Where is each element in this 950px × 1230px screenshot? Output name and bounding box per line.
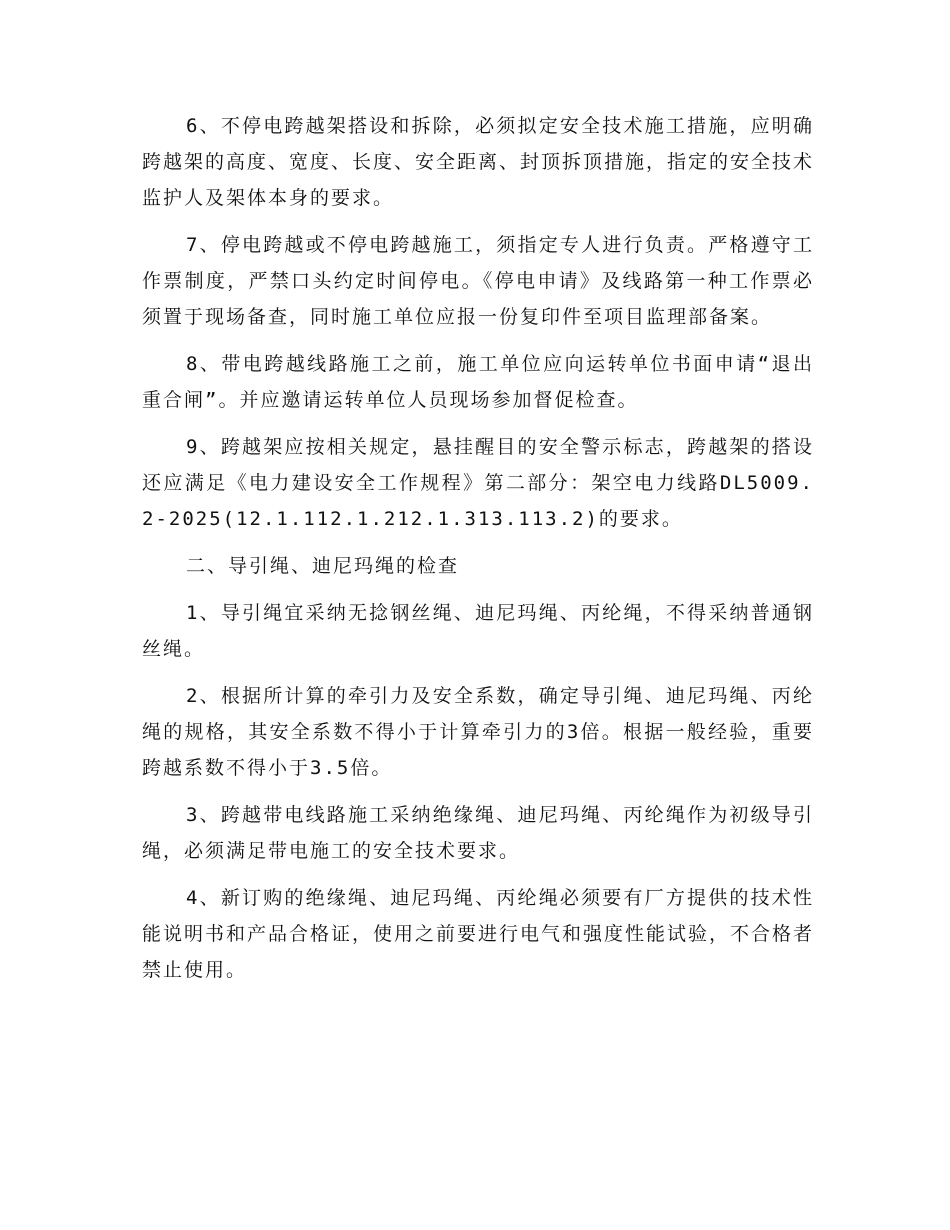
paragraph-3: 3、跨越带电线路施工采纳绝缘绳、迪尼玛绳、丙纶绳作为初级导引绳，必须满足带电施工的安全技术要求。 [142, 804, 814, 862]
document-body [142, 108, 814, 999]
paragraph-1: 1、导引绳宜采纳无捻钢丝绳、迪尼玛绳、丙纶绳，不得采纳普通钢丝绳。 [142, 602, 814, 660]
paragraph-8: 8、带电跨越线路施工之前，施工单位应向运转单位书面申请“退出重合闸”。并应邀请运转单位人员现场参加督促检查。 [142, 353, 814, 411]
section-heading: 二、导引绳、迪尼玛绳的检查 [186, 555, 460, 577]
paragraph-4: 4、新订购的绝缘绳、迪尼玛绳、丙纶绳必须要有厂方提供的技术性能说明书和产品合格证，使用之前要进行电气和强度性能试验，不合格者禁止使用。 [142, 887, 815, 981]
paragraph-9: 9、跨越架应按相关规定，悬挂醒目的安全警示标志，跨越架的搭设还应满足《电力建设安全工作规程》第二部分：架空电力线路DL5009.2-2025(12.1.112.1.212.1.313.113.2)的要求。 [142, 436, 814, 530]
paragraph-2: 2、根据所计算的牵引力及安全系数，确定导引绳、迪尼玛绳、丙纶绳的规格，其安全系数不得小于计算牵引力的3倍。根据一般经验，重要跨越系数不得小于3.5倍。 [142, 685, 814, 779]
paragraph-6: 6、不停电跨越架搭设和拆除，必须拟定安全技术施工措施，应明确跨越架的高度、宽度、长度、安全距离、封顶拆顶措施，指定的安全技术监护人及架体本身的要求。 [142, 115, 815, 209]
paragraph-7: 7、停电跨越或不停电跨越施工，须指定专人进行负责。严格遵守工作票制度，严禁口头约定时间停电。《停电申请》及线路第一种工作票必须置于现场备查，同时施工单位应报一份复印件至项目监理部备案。 [142, 234, 814, 328]
